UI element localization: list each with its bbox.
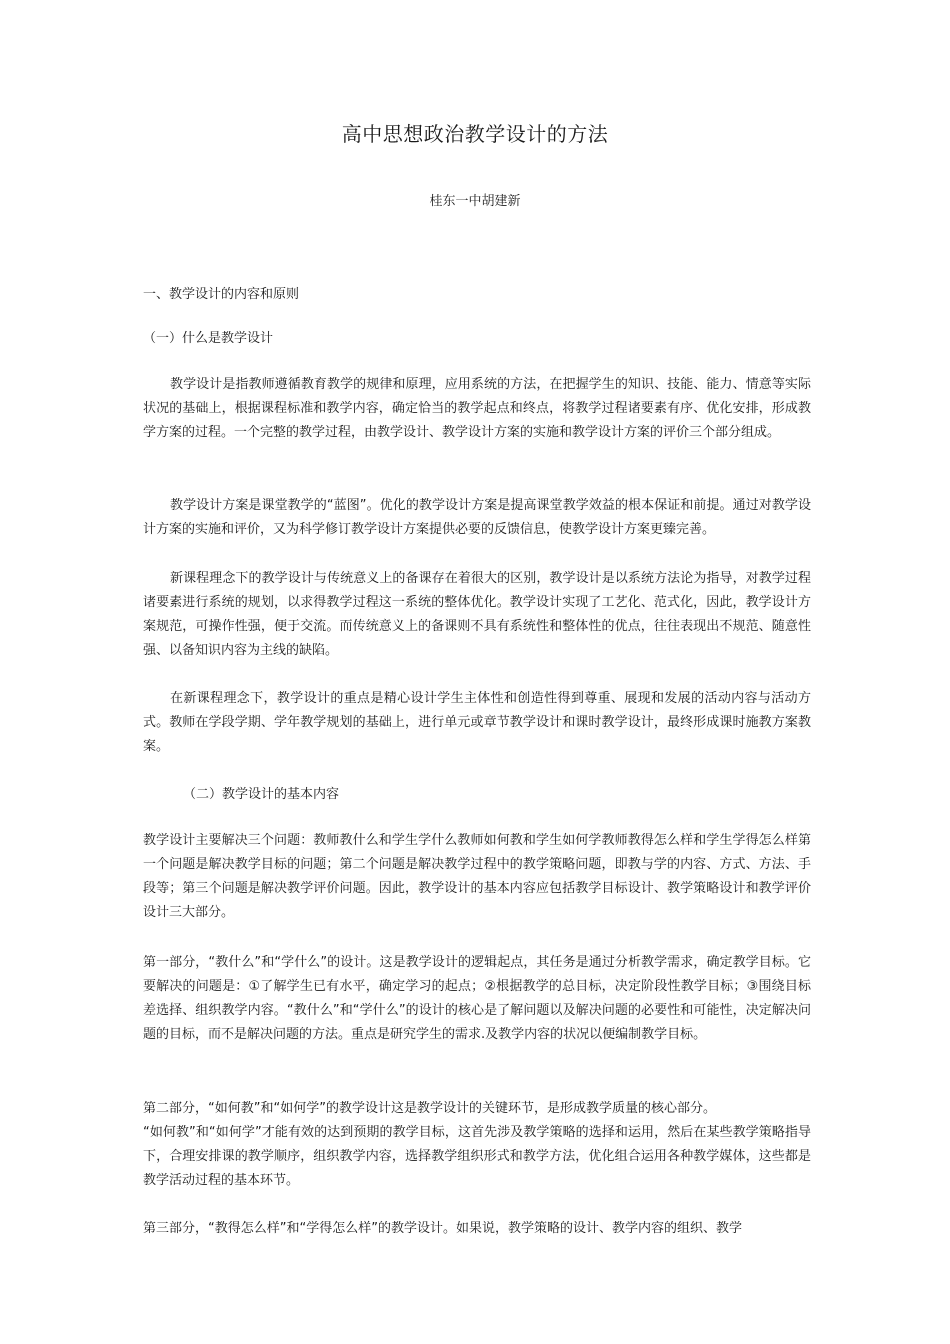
document-author: 桂东一中胡建新 bbox=[429, 194, 521, 209]
paragraph: 教学设计方案是课堂教学的“蓝图”。优化的教学设计方案是提高课堂教学效益的根本保证和前提。通过对教学设计方案的实施和评价，又为科学修订教学设计方案提供必要的反馈信息，使教学设计方案更臻完善。 bbox=[143, 498, 811, 537]
subsection-heading: （一）什么是教学设计 bbox=[143, 331, 274, 346]
paragraph: 第三部分，“教得怎么样”和“学得怎么样”的教学设计。如果说，教学策略的设计、教学内容的组织、教学 bbox=[143, 1221, 742, 1236]
paragraph: 在新课程理念下，教学设计的重点是精心设计学生主体性和创造性得到尊重、展现和发展的活动内容与活动方式。教师在学段学期、学年教学规划的基础上，进行单元或章节教学设计和课时教学设计，最终形成课时施教方案教案。 bbox=[143, 691, 811, 754]
paragraph: 教学设计是指教师遵循教育教学的规律和原理，应用系统的方法，在把握学生的知识、技能、能力、情意等实际状况的基础上，根据课程标准和教学内容，确定恰当的教学起点和终点，将教学过程诸要素有序、优化安排，形成教学方案的过程。一个完整的教学过程，由教学设计、教学设计方案的实施和教学设计方案的评价三个部分组成。 bbox=[143, 377, 811, 440]
section-heading: 一、教学设计的内容和原则 bbox=[143, 287, 300, 302]
paragraph: 新课程理念下的教学设计与传统意义上的备课存在着很大的区别，教学设计是以系统方法论为指导，对教学过程诸要素进行系统的规划，以求得教学过程这一系统的整体优化。教学设计实现了工艺化、范式化，因此，教学设计方案规范，可操作性强，便于交流。而传统意义上的备课则不具有系统性和整体性的优点，往往表现出不规范、随意性强、以备知识内容为主线的缺陷。 bbox=[143, 571, 811, 658]
paragraph: 第一部分，“教什么”和“学什么”的设计。这是教学设计的逻辑起点，其任务是通过分析教学需求，确定教学目标。它要解决的问题是：①了解学生已有水平，确定学习的起点；②根据教学的总目标，决定阶段性教学目标；③围绕目标差选择、组织教学内容。“教什么”和“学什么”的设计的核心是了解问题以及解决问题的必要性和可能性，决定解决问题的目标，而不是解决问题的方法。重点是研究学生的需求.及教学内容的状况以便编制教学目标。 bbox=[143, 955, 811, 1042]
paragraph: 第二部分，“如何教”和“如何学”的教学设计这是教学设计的关键环节，是形成教学质量的核心部分。 bbox=[143, 1101, 716, 1116]
paragraph: 教学设计主要解决三个问题：教师教什么和学生学什么教师如何教和学生如何学教师教得怎么样和学生学得怎么样第一个问题是解决教学目标的问题；第二个问题是解决教学过程中的教学策略问题，即教与学的内容、方式、方法、手段等；第三个问题是解决教学评价问题。因此，教学设计的基本内容应包括教学目标设计、教学策略设计和教学评价设计三大部分。 bbox=[143, 833, 811, 920]
subsection-heading: （二）教学设计的基本内容 bbox=[183, 787, 340, 802]
paragraph: “如何教”和“如何学”才能有效的达到预期的教学目标，这首先涉及教学策略的选择和运用，然后在某些教学策略指导下，合理安排课的教学顺序，组织教学内容，选择教学组织形式和教学方法，优化组合运用各种教学媒体，这些都是教学活动过程的基本环节。 bbox=[143, 1125, 811, 1188]
document-title: 高中思想政治教学设计的方法 bbox=[341, 122, 609, 146]
